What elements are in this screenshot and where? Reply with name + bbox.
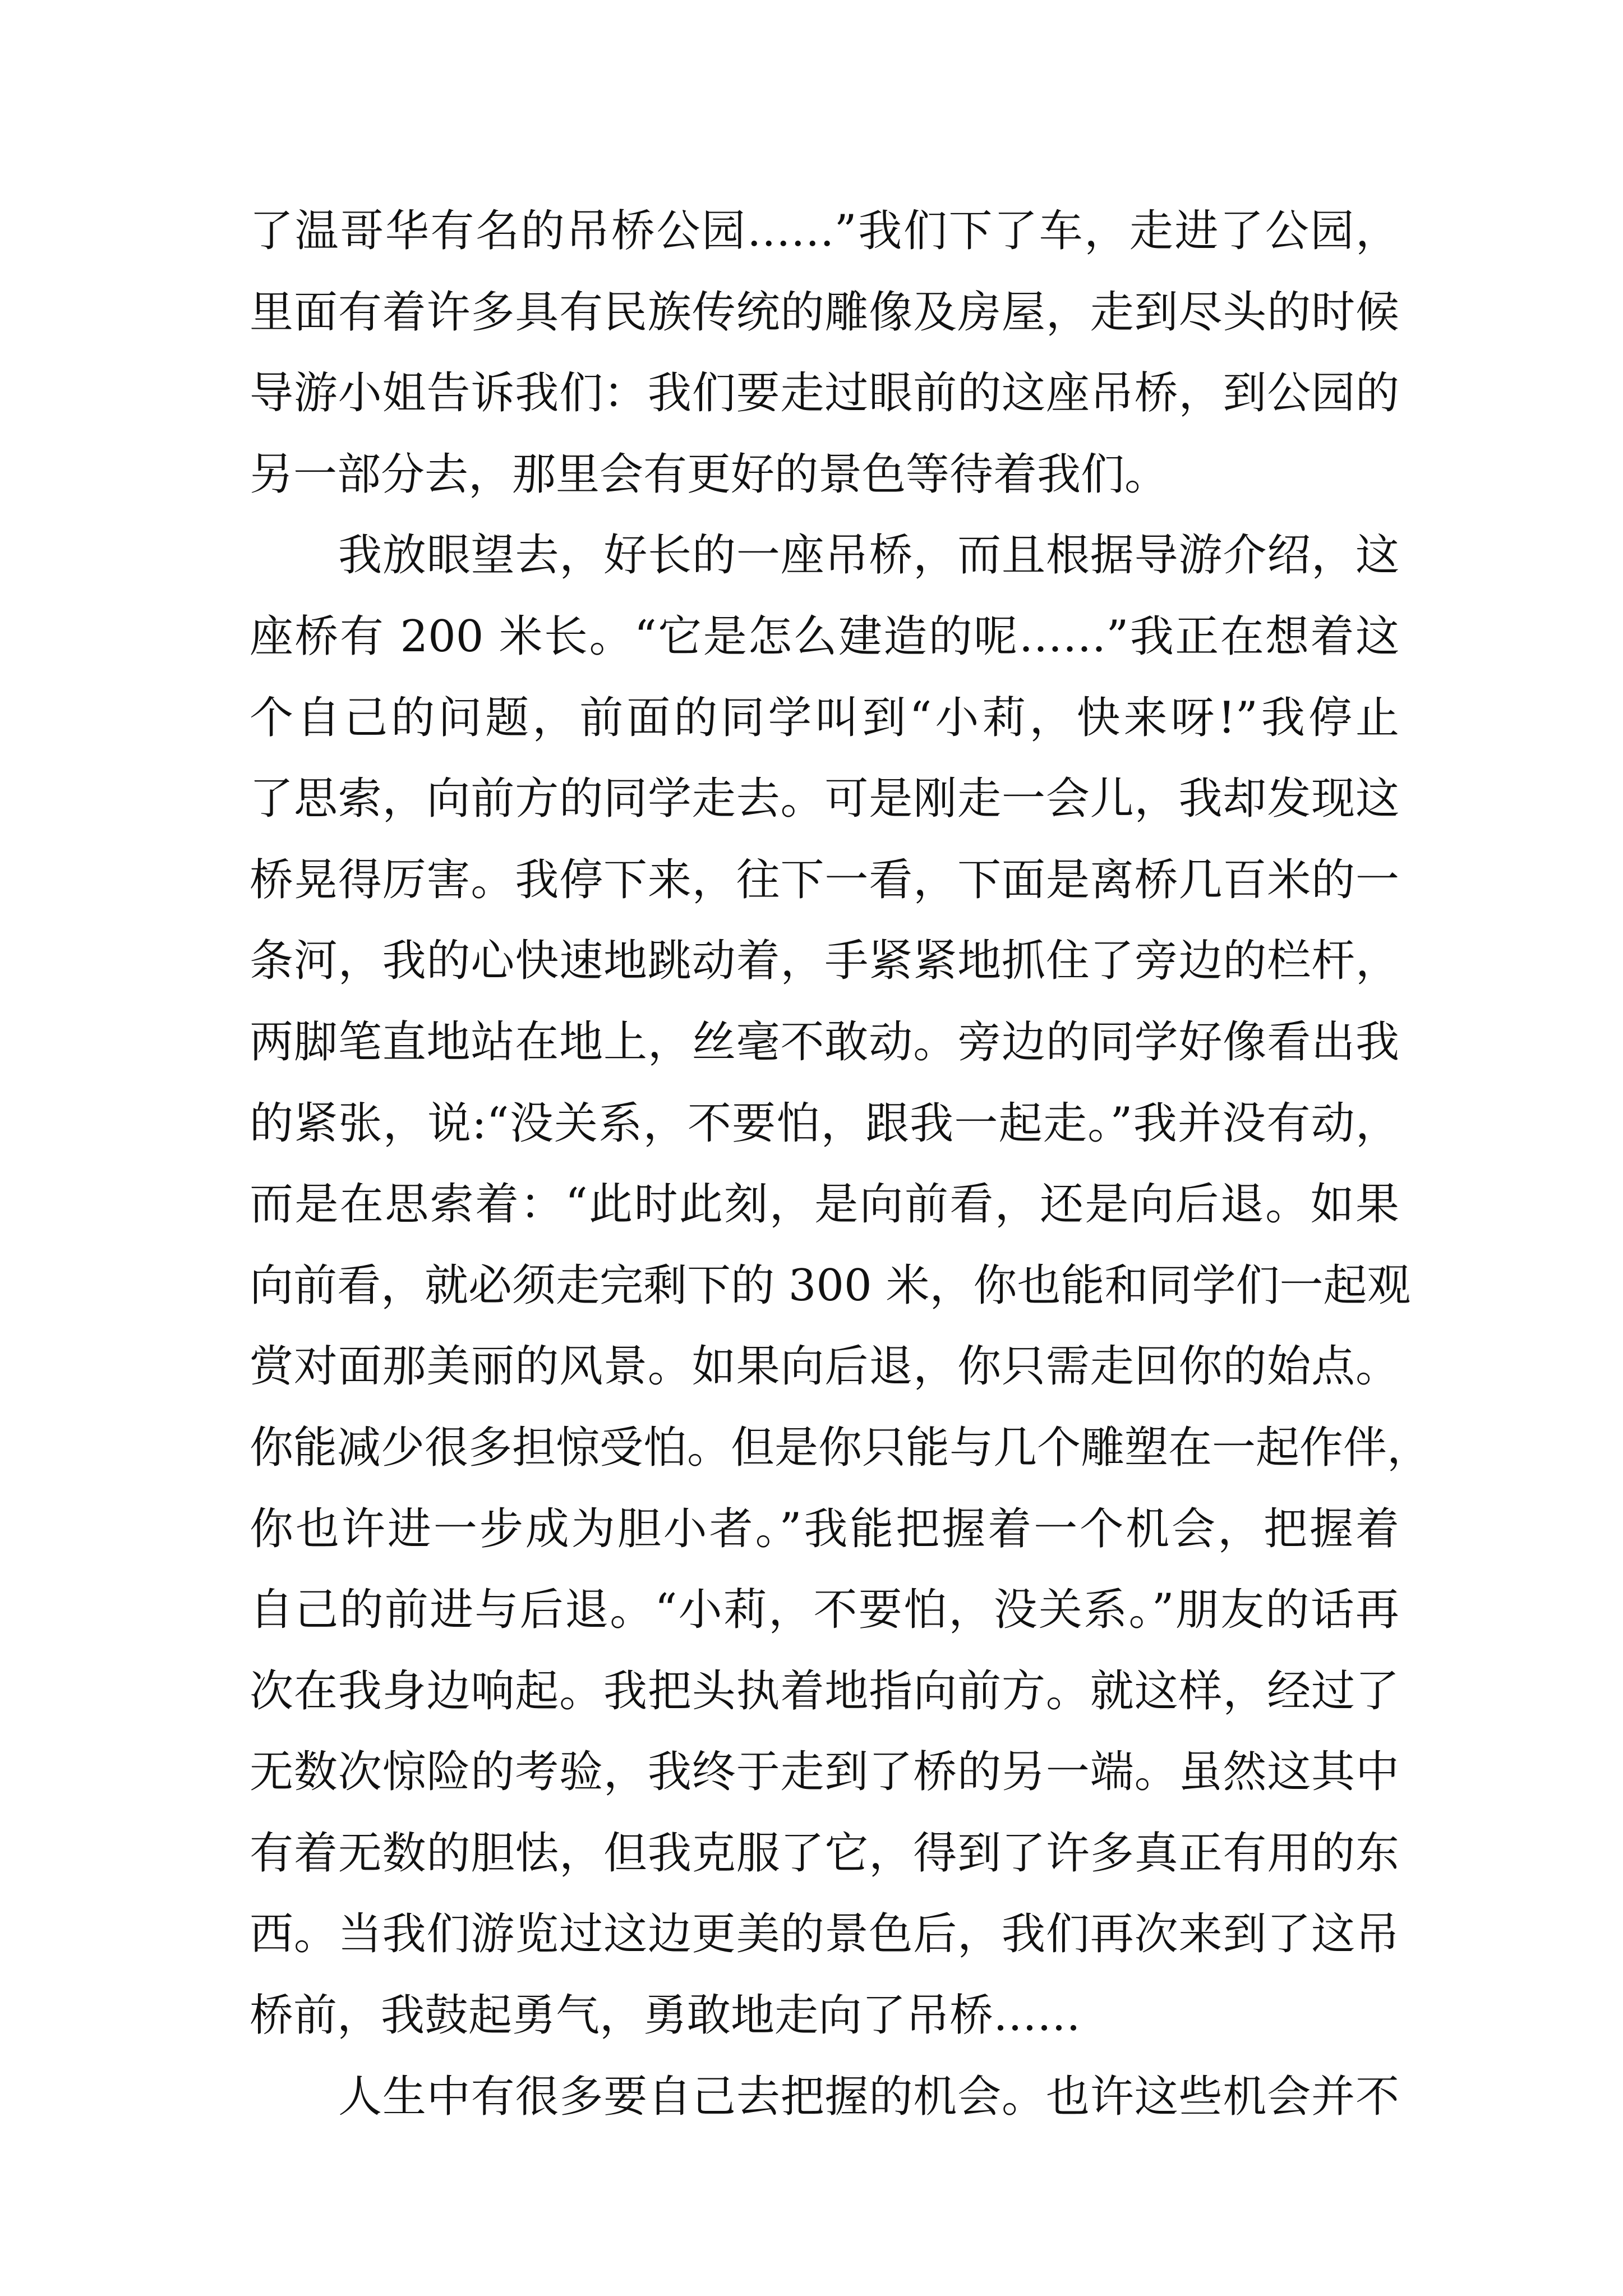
- text-line: 无数次惊险的考验，我终于走到了桥的另一端。虽然这其中: [250, 1747, 1399, 1798]
- text-line: 有着无数的胆怯，但我克服了它，得到了许多真正有用的东: [250, 1828, 1399, 1879]
- text-line: 里面有着许多具有民族传统的雕像及房屋，走到尽头的时候: [250, 287, 1399, 338]
- text-line: 你能减少很多担惊受怕。但是你只能与几个雕塑在一起作伴，: [250, 1422, 1431, 1473]
- text-line: 导游小姐告诉我们：我们要走过眼前的这座吊桥，到公园的: [250, 368, 1399, 419]
- text-line: 桥晃得厉害。我停下来，往下一看，下面是离桥几百米的一: [250, 854, 1399, 905]
- text-line: 个自己的问题，前面的同学叫到“小莉，快来呀!”我停止: [250, 692, 1399, 743]
- text-line: 条河，我的心快速地跳动着，手紧紧地抓住了旁边的栏杆，: [250, 936, 1399, 987]
- text-line: 另一部分去，那里会有更好的景色等待着我们。: [250, 449, 1169, 500]
- body-text: [250, 191, 1431, 2137]
- text-line: 了思索，向前方的同学走去。可是刚走一会儿，我却发现这: [250, 774, 1399, 825]
- text-line: 的紧张，说:“没关系，不要怕，跟我一起走。”我并没有动，: [250, 1098, 1399, 1149]
- text-line: 自己的前进与后退。“小莉，不要怕，没关系。”朋友的话再: [250, 1585, 1399, 1636]
- text-line: 赏对面那美丽的风景。如果向后退，你只需走回你的始点。: [250, 1341, 1399, 1392]
- paragraph-first-line: 人生中有很多要自己去把握的机会。也许这些机会并不: [338, 2071, 1399, 2122]
- text-line: 而是在思索着：“此时此刻，是向前看，还是向后退。如果: [250, 1179, 1399, 1230]
- text-line: 向前看，就必须走完剩下的 300 米，你也能和同学们一起观: [250, 1260, 1411, 1311]
- text-line: 了温哥华有名的吊桥公园……”我们下了车，走进了公园，: [250, 206, 1399, 256]
- text-line: 西。当我们游览过这边更美的景色后，我们再次来到了这吊: [250, 1909, 1399, 1960]
- paragraph-first-line: 我放眼望去，好长的一座吊桥，而且根据导游介绍，这: [338, 530, 1399, 581]
- text-line: 桥前，我鼓起勇气，勇敢地走向了吊桥……: [250, 1990, 1081, 2041]
- text-line: 你也许进一步成为胆小者。”我能把握着一个机会，把握着: [250, 1503, 1399, 1554]
- text-line: 座桥有 200 米长。“它是怎么建造的呢……”我正在想着这: [250, 611, 1399, 662]
- text-line: 两脚笔直地站在地上，丝毫不敢动。旁边的同学好像看出我: [250, 1016, 1399, 1068]
- text-line: 次在我身边响起。我把头执着地指向前方。就这样，经过了: [250, 1665, 1399, 1717]
